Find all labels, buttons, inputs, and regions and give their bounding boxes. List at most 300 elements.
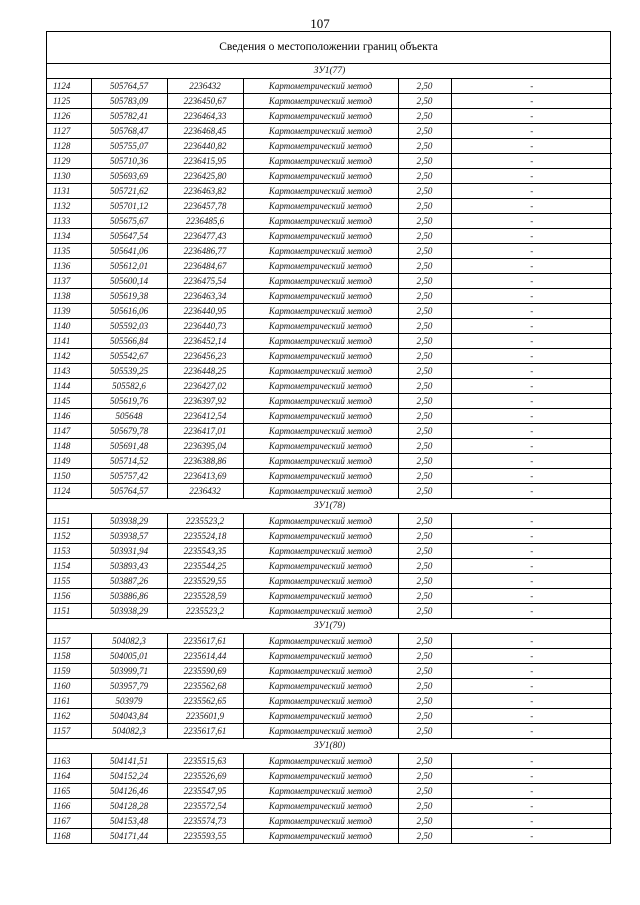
y-coordinate-cell: 2235617,61 bbox=[167, 724, 243, 739]
description-cell: - bbox=[451, 94, 612, 109]
table-row bbox=[47, 94, 612, 109]
description-cell: - bbox=[451, 124, 612, 139]
x-coordinate-cell: 505721,62 bbox=[91, 184, 167, 199]
point-number-cell: 1124 bbox=[47, 484, 91, 499]
table-row bbox=[47, 559, 612, 574]
table-row bbox=[47, 709, 612, 724]
y-coordinate-cell: 2236452,14 bbox=[167, 334, 243, 349]
accuracy-cell: 2,50 bbox=[398, 769, 451, 784]
point-number-cell: 1156 bbox=[47, 589, 91, 604]
y-coordinate-cell: 2235528,59 bbox=[167, 589, 243, 604]
y-coordinate-cell: 2236456,23 bbox=[167, 349, 243, 364]
description-cell: - bbox=[451, 169, 612, 184]
table-row bbox=[47, 379, 612, 394]
x-coordinate-cell: 505619,38 bbox=[91, 289, 167, 304]
y-coordinate-cell: 2236468,45 bbox=[167, 124, 243, 139]
method-cell: Картометрический метод bbox=[243, 589, 398, 604]
y-coordinate-cell: 2235526,69 bbox=[167, 769, 243, 784]
accuracy-cell: 2,50 bbox=[398, 169, 451, 184]
x-coordinate-cell: 505648 bbox=[91, 409, 167, 424]
description-cell: - bbox=[451, 799, 612, 814]
table-row bbox=[47, 664, 612, 679]
x-coordinate-cell: 505710,36 bbox=[91, 154, 167, 169]
accuracy-cell: 2,50 bbox=[398, 139, 451, 154]
y-coordinate-cell: 2235544,25 bbox=[167, 559, 243, 574]
x-coordinate-cell: 504082,3 bbox=[91, 724, 167, 739]
method-cell: Картометрический метод bbox=[243, 469, 398, 484]
x-coordinate-cell: 505782,41 bbox=[91, 109, 167, 124]
accuracy-cell: 2,50 bbox=[398, 334, 451, 349]
point-number-cell: 1140 bbox=[47, 319, 91, 334]
x-coordinate-cell: 505693,69 bbox=[91, 169, 167, 184]
description-cell: - bbox=[451, 694, 612, 709]
point-number-cell: 1159 bbox=[47, 664, 91, 679]
method-cell: Картометрический метод bbox=[243, 199, 398, 214]
method-cell: Картометрический метод bbox=[243, 214, 398, 229]
x-coordinate-cell: 505600,14 bbox=[91, 274, 167, 289]
table-row bbox=[47, 529, 612, 544]
description-cell: - bbox=[451, 109, 612, 124]
accuracy-cell: 2,50 bbox=[398, 229, 451, 244]
table-row bbox=[47, 214, 612, 229]
description-cell: - bbox=[451, 769, 612, 784]
x-coordinate-cell: 505647,54 bbox=[91, 229, 167, 244]
table-row bbox=[47, 454, 612, 469]
accuracy-cell: 2,50 bbox=[398, 709, 451, 724]
method-cell: Картометрический метод bbox=[243, 394, 398, 409]
accuracy-cell: 2,50 bbox=[398, 424, 451, 439]
accuracy-cell: 2,50 bbox=[398, 289, 451, 304]
table-row bbox=[47, 289, 612, 304]
y-coordinate-cell: 2235524,18 bbox=[167, 529, 243, 544]
method-cell: Картометрический метод bbox=[243, 604, 398, 619]
section-header-row bbox=[47, 619, 612, 634]
accuracy-cell: 2,50 bbox=[398, 439, 451, 454]
description-cell: - bbox=[451, 304, 612, 319]
x-coordinate-cell: 505679,78 bbox=[91, 424, 167, 439]
method-cell: Картометрический метод bbox=[243, 79, 398, 94]
accuracy-cell: 2,50 bbox=[398, 544, 451, 559]
accuracy-cell: 2,50 bbox=[398, 79, 451, 94]
description-cell: - bbox=[451, 274, 612, 289]
table-row bbox=[47, 604, 612, 619]
point-number-cell: 1134 bbox=[47, 229, 91, 244]
boundary-table-sheet bbox=[46, 31, 611, 844]
x-coordinate-cell: 505714,52 bbox=[91, 454, 167, 469]
description-cell: - bbox=[451, 589, 612, 604]
method-cell: Картометрический метод bbox=[243, 649, 398, 664]
page-number: 107 bbox=[310, 16, 330, 31]
x-coordinate-cell: 505768,47 bbox=[91, 124, 167, 139]
table-row bbox=[47, 169, 612, 184]
y-coordinate-cell: 2235562,68 bbox=[167, 679, 243, 694]
section-label: ЗУ1(78) bbox=[47, 499, 612, 514]
x-coordinate-cell: 505582,6 bbox=[91, 379, 167, 394]
y-coordinate-cell: 2236464,33 bbox=[167, 109, 243, 124]
point-number-cell: 1128 bbox=[47, 139, 91, 154]
method-cell: Картометрический метод bbox=[243, 274, 398, 289]
description-cell: - bbox=[451, 349, 612, 364]
point-number-cell: 1148 bbox=[47, 439, 91, 454]
table-row bbox=[47, 409, 612, 424]
x-coordinate-cell: 505619,76 bbox=[91, 394, 167, 409]
accuracy-cell: 2,50 bbox=[398, 514, 451, 529]
y-coordinate-cell: 2236484,67 bbox=[167, 259, 243, 274]
y-coordinate-cell: 2236463,34 bbox=[167, 289, 243, 304]
table-row bbox=[47, 754, 612, 769]
table-row bbox=[47, 484, 612, 499]
description-cell: - bbox=[451, 79, 612, 94]
y-coordinate-cell: 2236485,6 bbox=[167, 214, 243, 229]
description-cell: - bbox=[451, 424, 612, 439]
description-cell: - bbox=[451, 259, 612, 274]
accuracy-cell: 2,50 bbox=[398, 724, 451, 739]
point-number-cell: 1135 bbox=[47, 244, 91, 259]
y-coordinate-cell: 2235529,55 bbox=[167, 574, 243, 589]
accuracy-cell: 2,50 bbox=[398, 394, 451, 409]
accuracy-cell: 2,50 bbox=[398, 349, 451, 364]
y-coordinate-cell: 2235593,55 bbox=[167, 829, 243, 844]
point-number-cell: 1146 bbox=[47, 409, 91, 424]
point-number-cell: 1155 bbox=[47, 574, 91, 589]
table-row bbox=[47, 679, 612, 694]
point-number-cell: 1127 bbox=[47, 124, 91, 139]
accuracy-cell: 2,50 bbox=[398, 589, 451, 604]
method-cell: Картометрический метод bbox=[243, 454, 398, 469]
table-row bbox=[47, 829, 612, 844]
method-cell: Картометрический метод bbox=[243, 424, 398, 439]
point-number-cell: 1133 bbox=[47, 214, 91, 229]
description-cell: - bbox=[451, 334, 612, 349]
point-number-cell: 1136 bbox=[47, 259, 91, 274]
point-number-cell: 1129 bbox=[47, 154, 91, 169]
y-coordinate-cell: 2236427,02 bbox=[167, 379, 243, 394]
table-row bbox=[47, 364, 612, 379]
accuracy-cell: 2,50 bbox=[398, 529, 451, 544]
method-cell: Картометрический метод bbox=[243, 544, 398, 559]
x-coordinate-cell: 505691,48 bbox=[91, 439, 167, 454]
method-cell: Картометрический метод bbox=[243, 754, 398, 769]
method-cell: Картометрический метод bbox=[243, 139, 398, 154]
description-cell: - bbox=[451, 709, 612, 724]
y-coordinate-cell: 2236463,82 bbox=[167, 184, 243, 199]
table-row bbox=[47, 589, 612, 604]
accuracy-cell: 2,50 bbox=[398, 274, 451, 289]
table-title: Сведения о местоположении границ объекта bbox=[47, 32, 610, 64]
x-coordinate-cell: 503979 bbox=[91, 694, 167, 709]
accuracy-cell: 2,50 bbox=[398, 829, 451, 844]
accuracy-cell: 2,50 bbox=[398, 364, 451, 379]
accuracy-cell: 2,50 bbox=[398, 94, 451, 109]
accuracy-cell: 2,50 bbox=[398, 814, 451, 829]
method-cell: Картометрический метод bbox=[243, 319, 398, 334]
table-row bbox=[47, 469, 612, 484]
x-coordinate-cell: 505612,01 bbox=[91, 259, 167, 274]
point-number-cell: 1157 bbox=[47, 634, 91, 649]
accuracy-cell: 2,50 bbox=[398, 154, 451, 169]
method-cell: Картометрический метод bbox=[243, 694, 398, 709]
y-coordinate-cell: 2236417,01 bbox=[167, 424, 243, 439]
table-row bbox=[47, 229, 612, 244]
point-number-cell: 1163 bbox=[47, 754, 91, 769]
x-coordinate-cell: 505675,67 bbox=[91, 214, 167, 229]
description-cell: - bbox=[451, 484, 612, 499]
point-number-cell: 1153 bbox=[47, 544, 91, 559]
section-header-row bbox=[47, 739, 612, 754]
accuracy-cell: 2,50 bbox=[398, 664, 451, 679]
x-coordinate-cell: 504005,01 bbox=[91, 649, 167, 664]
accuracy-cell: 2,50 bbox=[398, 679, 451, 694]
y-coordinate-cell: 2236450,67 bbox=[167, 94, 243, 109]
description-cell: - bbox=[451, 394, 612, 409]
method-cell: Картометрический метод bbox=[243, 304, 398, 319]
y-coordinate-cell: 2236415,95 bbox=[167, 154, 243, 169]
point-number-cell: 1139 bbox=[47, 304, 91, 319]
method-cell: Картометрический метод bbox=[243, 484, 398, 499]
point-number-cell: 1151 bbox=[47, 514, 91, 529]
y-coordinate-cell: 2236440,82 bbox=[167, 139, 243, 154]
method-cell: Картометрический метод bbox=[243, 259, 398, 274]
accuracy-cell: 2,50 bbox=[398, 799, 451, 814]
x-coordinate-cell: 505757,42 bbox=[91, 469, 167, 484]
y-coordinate-cell: 2236412,54 bbox=[167, 409, 243, 424]
description-cell: - bbox=[451, 754, 612, 769]
description-cell: - bbox=[451, 574, 612, 589]
point-number-cell: 1150 bbox=[47, 469, 91, 484]
y-coordinate-cell: 2235547,95 bbox=[167, 784, 243, 799]
x-coordinate-cell: 505764,57 bbox=[91, 484, 167, 499]
method-cell: Картометрический метод bbox=[243, 679, 398, 694]
point-number-cell: 1151 bbox=[47, 604, 91, 619]
y-coordinate-cell: 2236425,80 bbox=[167, 169, 243, 184]
point-number-cell: 1125 bbox=[47, 94, 91, 109]
x-coordinate-cell: 505616,06 bbox=[91, 304, 167, 319]
x-coordinate-cell: 503931,94 bbox=[91, 544, 167, 559]
method-cell: Картометрический метод bbox=[243, 814, 398, 829]
point-number-cell: 1145 bbox=[47, 394, 91, 409]
point-number-cell: 1168 bbox=[47, 829, 91, 844]
y-coordinate-cell: 2235523,2 bbox=[167, 514, 243, 529]
method-cell: Картометрический метод bbox=[243, 439, 398, 454]
y-coordinate-cell: 2236397,92 bbox=[167, 394, 243, 409]
x-coordinate-cell: 503938,29 bbox=[91, 604, 167, 619]
method-cell: Картометрический метод bbox=[243, 514, 398, 529]
description-cell: - bbox=[451, 229, 612, 244]
method-cell: Картометрический метод bbox=[243, 529, 398, 544]
point-number-cell: 1152 bbox=[47, 529, 91, 544]
accuracy-cell: 2,50 bbox=[398, 259, 451, 274]
point-number-cell: 1164 bbox=[47, 769, 91, 784]
x-coordinate-cell: 504153,48 bbox=[91, 814, 167, 829]
table-row bbox=[47, 649, 612, 664]
point-number-cell: 1154 bbox=[47, 559, 91, 574]
x-coordinate-cell: 504126,46 bbox=[91, 784, 167, 799]
section-header-row bbox=[47, 499, 612, 514]
point-number-cell: 1149 bbox=[47, 454, 91, 469]
point-number-cell: 1147 bbox=[47, 424, 91, 439]
method-cell: Картометрический метод bbox=[243, 829, 398, 844]
accuracy-cell: 2,50 bbox=[398, 124, 451, 139]
description-cell: - bbox=[451, 469, 612, 484]
x-coordinate-cell: 503957,79 bbox=[91, 679, 167, 694]
accuracy-cell: 2,50 bbox=[398, 319, 451, 334]
accuracy-cell: 2,50 bbox=[398, 649, 451, 664]
point-number-cell: 1167 bbox=[47, 814, 91, 829]
y-coordinate-cell: 2236448,25 bbox=[167, 364, 243, 379]
y-coordinate-cell: 2236440,73 bbox=[167, 319, 243, 334]
y-coordinate-cell: 2236475,54 bbox=[167, 274, 243, 289]
x-coordinate-cell: 505566,84 bbox=[91, 334, 167, 349]
accuracy-cell: 2,50 bbox=[398, 304, 451, 319]
accuracy-cell: 2,50 bbox=[398, 244, 451, 259]
y-coordinate-cell: 2236413,69 bbox=[167, 469, 243, 484]
method-cell: Картометрический метод bbox=[243, 664, 398, 679]
x-coordinate-cell: 505701,12 bbox=[91, 199, 167, 214]
table-row bbox=[47, 439, 612, 454]
method-cell: Картометрический метод bbox=[243, 334, 398, 349]
accuracy-cell: 2,50 bbox=[398, 214, 451, 229]
x-coordinate-cell: 504152,24 bbox=[91, 769, 167, 784]
table-row bbox=[47, 514, 612, 529]
x-coordinate-cell: 505592,03 bbox=[91, 319, 167, 334]
description-cell: - bbox=[451, 319, 612, 334]
table-row bbox=[47, 139, 612, 154]
y-coordinate-cell: 2235590,69 bbox=[167, 664, 243, 679]
accuracy-cell: 2,50 bbox=[398, 559, 451, 574]
y-coordinate-cell: 2236486,77 bbox=[167, 244, 243, 259]
method-cell: Картометрический метод bbox=[243, 289, 398, 304]
method-cell: Картометрический метод bbox=[243, 379, 398, 394]
method-cell: Картометрический метод bbox=[243, 769, 398, 784]
description-cell: - bbox=[451, 514, 612, 529]
point-number-cell: 1165 bbox=[47, 784, 91, 799]
description-cell: - bbox=[451, 724, 612, 739]
x-coordinate-cell: 504128,28 bbox=[91, 799, 167, 814]
description-cell: - bbox=[451, 454, 612, 469]
x-coordinate-cell: 504043,84 bbox=[91, 709, 167, 724]
point-number-cell: 1161 bbox=[47, 694, 91, 709]
accuracy-cell: 2,50 bbox=[398, 754, 451, 769]
y-coordinate-cell: 2236432 bbox=[167, 484, 243, 499]
y-coordinate-cell: 2236457,78 bbox=[167, 199, 243, 214]
y-coordinate-cell: 2235614,44 bbox=[167, 649, 243, 664]
description-cell: - bbox=[451, 244, 612, 259]
y-coordinate-cell: 2236432 bbox=[167, 79, 243, 94]
accuracy-cell: 2,50 bbox=[398, 184, 451, 199]
table-row bbox=[47, 109, 612, 124]
point-number-cell: 1124 bbox=[47, 79, 91, 94]
point-number-cell: 1162 bbox=[47, 709, 91, 724]
description-cell: - bbox=[451, 604, 612, 619]
table-row bbox=[47, 259, 612, 274]
table-row bbox=[47, 124, 612, 139]
table-row bbox=[47, 724, 612, 739]
y-coordinate-cell: 2236388,86 bbox=[167, 454, 243, 469]
accuracy-cell: 2,50 bbox=[398, 454, 451, 469]
table-row bbox=[47, 544, 612, 559]
description-cell: - bbox=[451, 379, 612, 394]
accuracy-cell: 2,50 bbox=[398, 409, 451, 424]
y-coordinate-cell: 2235617,61 bbox=[167, 634, 243, 649]
table-row bbox=[47, 244, 612, 259]
section-header-row bbox=[47, 64, 612, 79]
point-number-cell: 1132 bbox=[47, 199, 91, 214]
point-number-cell: 1126 bbox=[47, 109, 91, 124]
section-label: ЗУ1(80) bbox=[47, 739, 612, 754]
method-cell: Картометрический метод bbox=[243, 124, 398, 139]
point-number-cell: 1166 bbox=[47, 799, 91, 814]
y-coordinate-cell: 2236477,43 bbox=[167, 229, 243, 244]
y-coordinate-cell: 2236395,04 bbox=[167, 439, 243, 454]
table-row bbox=[47, 79, 612, 94]
description-cell: - bbox=[451, 559, 612, 574]
x-coordinate-cell: 503938,29 bbox=[91, 514, 167, 529]
accuracy-cell: 2,50 bbox=[398, 379, 451, 394]
description-cell: - bbox=[451, 634, 612, 649]
table-row bbox=[47, 574, 612, 589]
coordinates-table bbox=[47, 64, 612, 843]
method-cell: Картометрический метод bbox=[243, 169, 398, 184]
description-cell: - bbox=[451, 679, 612, 694]
accuracy-cell: 2,50 bbox=[398, 199, 451, 214]
table-row bbox=[47, 349, 612, 364]
accuracy-cell: 2,50 bbox=[398, 469, 451, 484]
x-coordinate-cell: 504171,44 bbox=[91, 829, 167, 844]
x-coordinate-cell: 503886,86 bbox=[91, 589, 167, 604]
description-cell: - bbox=[451, 199, 612, 214]
description-cell: - bbox=[451, 544, 612, 559]
table-row bbox=[47, 799, 612, 814]
table-row bbox=[47, 424, 612, 439]
x-coordinate-cell: 504082,3 bbox=[91, 634, 167, 649]
method-cell: Картометрический метод bbox=[243, 799, 398, 814]
point-number-cell: 1138 bbox=[47, 289, 91, 304]
description-cell: - bbox=[451, 439, 612, 454]
description-cell: - bbox=[451, 664, 612, 679]
x-coordinate-cell: 505542,67 bbox=[91, 349, 167, 364]
method-cell: Картометрический метод bbox=[243, 709, 398, 724]
description-cell: - bbox=[451, 364, 612, 379]
point-number-cell: 1157 bbox=[47, 724, 91, 739]
x-coordinate-cell: 505641,06 bbox=[91, 244, 167, 259]
table-row bbox=[47, 814, 612, 829]
accuracy-cell: 2,50 bbox=[398, 604, 451, 619]
method-cell: Картометрический метод bbox=[243, 574, 398, 589]
description-cell: - bbox=[451, 289, 612, 304]
accuracy-cell: 2,50 bbox=[398, 484, 451, 499]
y-coordinate-cell: 2235601,9 bbox=[167, 709, 243, 724]
x-coordinate-cell: 503999,71 bbox=[91, 664, 167, 679]
method-cell: Картометрический метод bbox=[243, 184, 398, 199]
point-number-cell: 1160 bbox=[47, 679, 91, 694]
description-cell: - bbox=[451, 814, 612, 829]
method-cell: Картометрический метод bbox=[243, 559, 398, 574]
table-row bbox=[47, 634, 612, 649]
method-cell: Картометрический метод bbox=[243, 349, 398, 364]
point-number-cell: 1131 bbox=[47, 184, 91, 199]
method-cell: Картометрический метод bbox=[243, 244, 398, 259]
section-label: ЗУ1(79) bbox=[47, 619, 612, 634]
x-coordinate-cell: 503893,43 bbox=[91, 559, 167, 574]
description-cell: - bbox=[451, 529, 612, 544]
method-cell: Картометрический метод bbox=[243, 154, 398, 169]
section-label: ЗУ1(77) bbox=[47, 64, 612, 79]
method-cell: Картометрический метод bbox=[243, 409, 398, 424]
method-cell: Картометрический метод bbox=[243, 109, 398, 124]
method-cell: Картометрический метод bbox=[243, 784, 398, 799]
y-coordinate-cell: 2235523,2 bbox=[167, 604, 243, 619]
y-coordinate-cell: 2235562,65 bbox=[167, 694, 243, 709]
